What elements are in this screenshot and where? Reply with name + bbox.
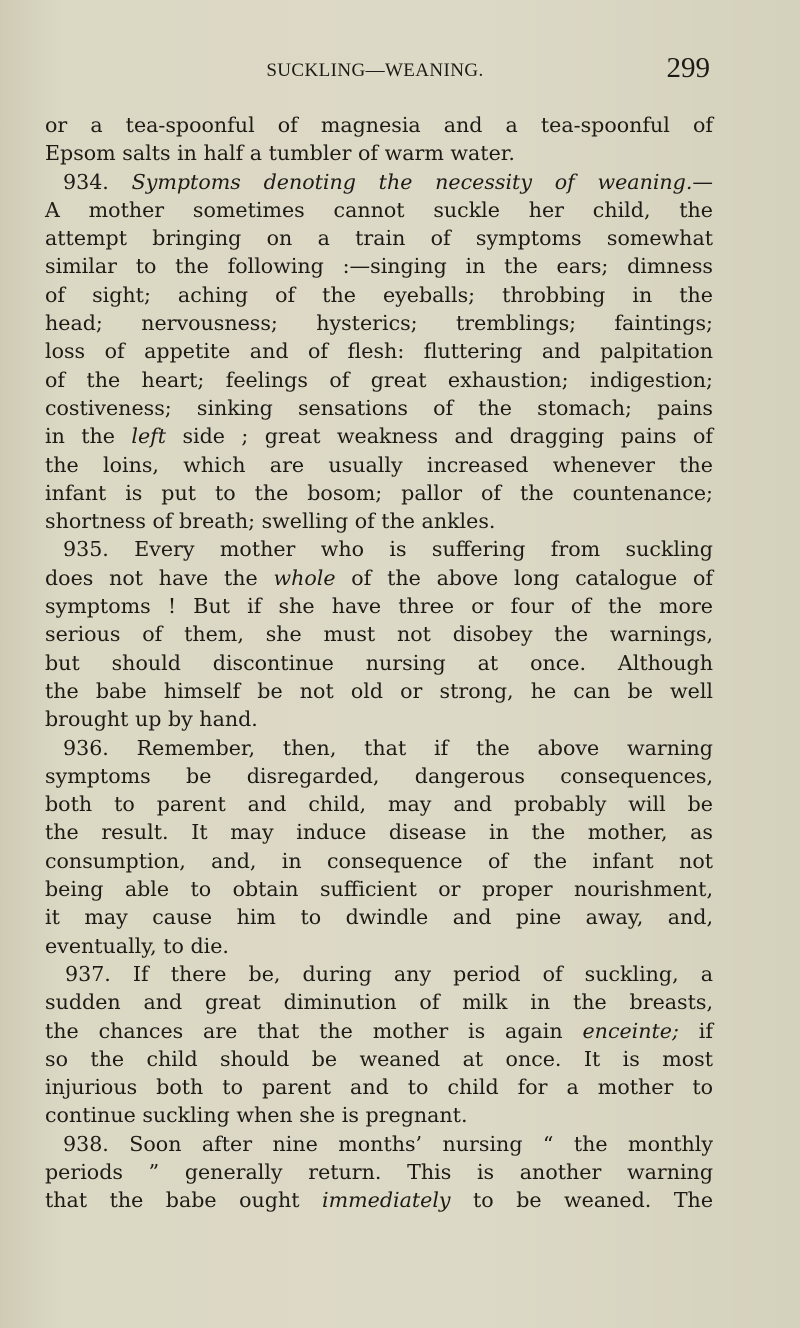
text-line <box>45 394 713 422</box>
text-run: being able to obtain sufficient or proper nourishment, <box>45 877 713 902</box>
text-run: periods ” generally return. This is another warning <box>45 1159 713 1184</box>
page-number: 299 <box>666 52 710 84</box>
text-run: to be weaned. The <box>450 1188 713 1213</box>
text-line <box>45 1130 713 1158</box>
italic-run: whole <box>273 565 336 590</box>
text-run: the result. It may induce disease in the mother, as <box>45 820 713 845</box>
text-line <box>45 196 713 224</box>
text-line <box>45 111 713 139</box>
text-run: serious of them, she must not disobey the warnings, <box>45 622 713 647</box>
text-run: it may cause him to dwindle and pine away, and, <box>45 905 713 930</box>
text-line <box>45 451 713 479</box>
text-run: but should discontinue nursing at once. Although <box>45 650 713 675</box>
text-run: so the child should be weaned at once. It is most <box>45 1046 713 1071</box>
text-run: does not have the <box>45 565 274 590</box>
text-run: the loins, which are usually increased whenever the <box>45 452 713 477</box>
text-line <box>45 479 713 507</box>
text-run: attempt bringing on a train of symptoms somewhat <box>45 226 713 251</box>
text-line <box>45 649 713 677</box>
text-run: side ; great weakness and dragging pains of <box>166 424 713 449</box>
text-run: in the <box>45 424 132 449</box>
text-line <box>45 592 713 620</box>
text-line <box>45 309 713 337</box>
text-line <box>45 139 713 167</box>
text-line <box>45 677 713 705</box>
text-run: of the above long catalogue of <box>335 565 713 590</box>
text-run: or a tea-spoonful of magnesia and a tea-spoonful of <box>45 113 713 137</box>
text-run: eventually, to die. <box>45 933 229 958</box>
text-line <box>45 422 713 450</box>
text-run: 935. Every mother who is suffering from suckling <box>63 537 713 562</box>
running-head <box>40 50 710 90</box>
text-line <box>45 535 713 563</box>
text-run: head; nervousness; hysterics; tremblings; faintings; <box>45 311 713 336</box>
text-run: 936. Remember, then, that if the above warning <box>63 735 713 760</box>
text-run: shortness of breath; swelling of the ankles. <box>45 509 496 534</box>
text-line <box>45 337 713 365</box>
body-text <box>45 111 713 1215</box>
text-line <box>45 281 713 309</box>
italic-run: enceinte; <box>582 1018 679 1043</box>
text-run: that the babe ought <box>45 1188 322 1213</box>
text-run: similar to the following :—singing in the ears; dimness <box>45 254 713 279</box>
text-run: loss of appetite and of flesh: fluttering and palpitation <box>45 339 713 364</box>
text-run: Epsom salts in half a tumbler of warm water. <box>45 141 515 166</box>
running-title: SUCKLING—WEANING. <box>266 60 484 81</box>
text-run: of the heart; feelings of great exhaustion; indigestion; <box>45 367 713 392</box>
text-run: both to parent and child, may and probably will be <box>45 792 713 817</box>
text-line <box>45 168 713 196</box>
text-run: infant is put to the bosom; pallor of the countenance; <box>45 480 713 505</box>
text-run: symptoms ! But if she have three or four of the more <box>45 594 713 619</box>
text-line <box>45 705 713 733</box>
text-line <box>45 903 713 931</box>
text-run: if <box>678 1018 713 1043</box>
text-line <box>45 564 713 592</box>
text-line <box>45 960 713 988</box>
text-line <box>45 252 713 280</box>
text-run: costiveness; sinking sensations of the stomach; pains <box>45 395 713 420</box>
italic-run: Symptoms denoting the necessity of weaning. <box>131 169 693 194</box>
text-run: symptoms be disregarded, dangerous consequences, <box>45 763 713 788</box>
text-line <box>45 932 713 960</box>
text-line <box>45 1186 713 1214</box>
text-run: sudden and great diminution of milk in the breasts, <box>45 990 713 1015</box>
text-line <box>45 366 713 394</box>
text-run: — <box>692 169 713 194</box>
text-run: consumption, and, in consequence of the infant not <box>45 848 713 873</box>
text-run: 934. <box>63 169 132 194</box>
text-line <box>45 734 713 762</box>
text-run: 938. Soon after nine months’ nursing “ the monthly <box>63 1131 713 1156</box>
text-run: injurious both to parent and to child for a mother to <box>45 1075 713 1100</box>
text-run: the chances are that the mother is again <box>45 1018 583 1043</box>
text-run: A mother sometimes cannot suckle her child, the <box>45 197 713 222</box>
text-line <box>45 875 713 903</box>
text-line <box>45 988 713 1016</box>
text-line <box>45 1158 713 1186</box>
italic-run: left <box>131 424 167 449</box>
text-line <box>45 620 713 648</box>
text-line <box>45 1073 713 1101</box>
text-line <box>45 1045 713 1073</box>
text-line <box>45 224 713 252</box>
text-line <box>45 507 713 535</box>
text-run: 937. If there be, during any period of suckling, a <box>65 961 713 986</box>
text-line <box>45 762 713 790</box>
text-run: the babe himself be not old or strong, he can be well <box>45 678 713 703</box>
text-line <box>45 1101 713 1129</box>
text-run: of sight; aching of the eyeballs; throbbing in the <box>45 282 713 307</box>
text-line <box>45 1017 713 1045</box>
text-run: continue suckling when she is pregnant. <box>45 1103 468 1128</box>
text-line <box>45 790 713 818</box>
text-line <box>45 818 713 846</box>
text-line <box>45 847 713 875</box>
text-run: brought up by hand. <box>45 707 258 732</box>
italic-run: immediately <box>321 1188 451 1213</box>
